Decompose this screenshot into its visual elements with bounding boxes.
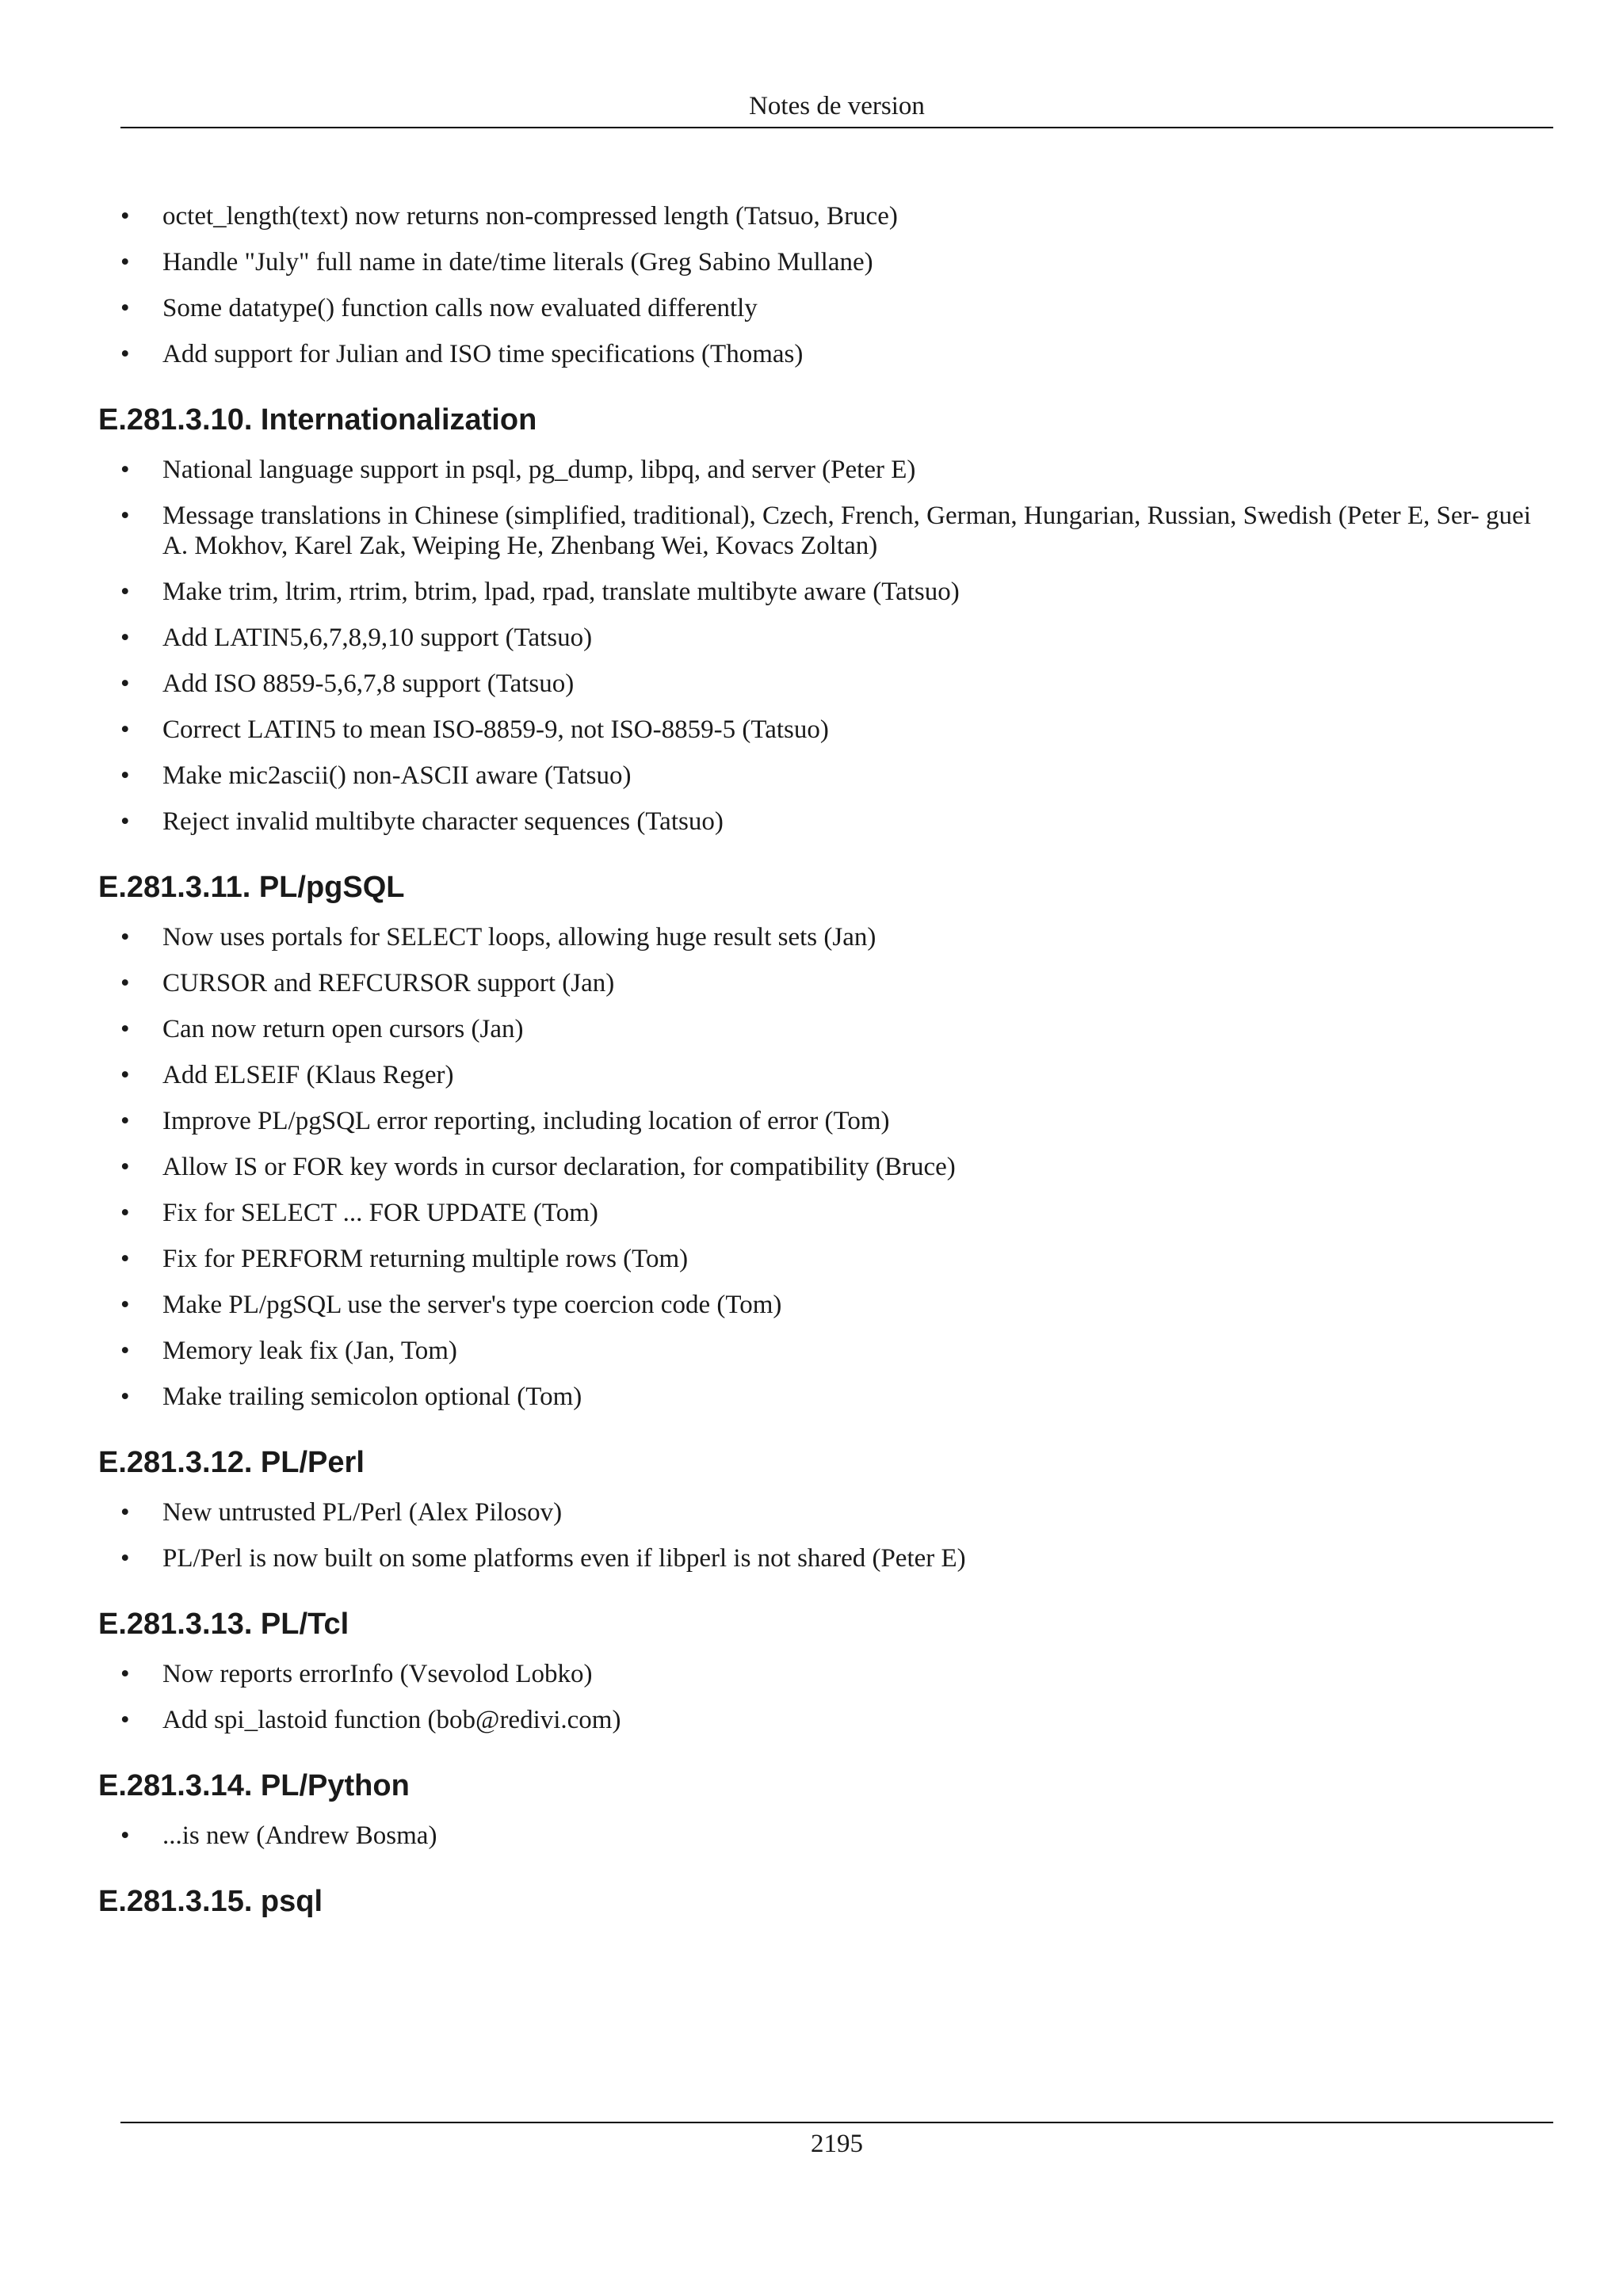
bullet-icon: • bbox=[120, 578, 130, 606]
list-item: • Make trim, ltrim, rtrim, btrim, lpad, rpad, translate multibyte aware (Tatsuo) bbox=[120, 578, 960, 606]
list-item: • Make trailing semicolon optional (Tom) bbox=[120, 1383, 582, 1411]
bullet-icon: • bbox=[120, 1821, 130, 1850]
list-item: • Reject invalid multibyte character sequences (Tatsuo) bbox=[120, 807, 724, 836]
section-title-internationalization: E.281.3.10. Internationalization bbox=[98, 403, 537, 437]
bullet-icon: • bbox=[120, 502, 130, 530]
list-item: • Can now return open cursors (Jan) bbox=[120, 1015, 524, 1043]
intro-list bbox=[98, 201, 1549, 369]
bullet-icon: • bbox=[120, 202, 130, 231]
bullet-icon: • bbox=[120, 1061, 130, 1089]
bullet-icon: • bbox=[120, 294, 130, 322]
list-item: • Allow IS or FOR key words in cursor declaration, for compatibility (Bruce) bbox=[120, 1153, 956, 1181]
list-item: • Handle "July" full name in date/time literals (Greg Sabino Mullane) bbox=[120, 248, 873, 277]
bullet-icon: • bbox=[120, 1383, 130, 1411]
list-item: • Add ELSEIF (Klaus Reger) bbox=[120, 1061, 454, 1089]
internationalization-list bbox=[98, 455, 1549, 837]
list-item: • PL/Perl is now built on some platforms even if libperl is not shared (Peter E) bbox=[120, 1544, 966, 1573]
list-item: • Now reports errorInfo (Vsevolod Lobko) bbox=[120, 1660, 593, 1688]
section-title-pltcl: E.281.3.13. PL/Tcl bbox=[98, 1608, 349, 1641]
bullet-icon: • bbox=[120, 1015, 130, 1043]
plpython-list bbox=[98, 1821, 1549, 1851]
bullet-icon: • bbox=[120, 1660, 130, 1688]
list-item: • Add support for Julian and ISO time specifications (Thomas) bbox=[120, 340, 804, 368]
bullet-icon: • bbox=[120, 969, 130, 997]
list-item: • Some datatype() function calls now evaluated differently bbox=[120, 294, 758, 322]
list-item: • CURSOR and REFCURSOR support (Jan) bbox=[120, 969, 615, 997]
bullet-icon: • bbox=[120, 1544, 130, 1573]
pltcl-list bbox=[98, 1659, 1549, 1735]
bullet-icon: • bbox=[120, 624, 130, 652]
list-item: • Make PL/pgSQL use the server's type coercion code (Tom) bbox=[120, 1291, 782, 1319]
section-title-plperl: E.281.3.12. PL/Perl bbox=[98, 1446, 365, 1479]
list-item: • ...is new (Andrew Bosma) bbox=[120, 1821, 437, 1850]
bullet-icon: • bbox=[120, 248, 130, 277]
bullet-icon: • bbox=[120, 1337, 130, 1365]
list-item: • Memory leak fix (Jan, Tom) bbox=[120, 1337, 457, 1365]
list-item: • Fix for SELECT ... FOR UPDATE (Tom) bbox=[120, 1199, 598, 1227]
list-item: • Improve PL/pgSQL error reporting, including location of error (Tom) bbox=[120, 1107, 890, 1135]
list-item: • Add ISO 8859-5,6,7,8 support (Tatsuo) bbox=[120, 669, 575, 698]
bullet-icon: • bbox=[120, 1245, 130, 1273]
list-item: • Now uses portals for SELECT loops, allowing huge result sets (Jan) bbox=[120, 923, 876, 952]
bullet-icon: • bbox=[120, 715, 130, 744]
bullet-icon: • bbox=[120, 669, 130, 698]
bullet-icon: • bbox=[120, 1706, 130, 1734]
plpgsql-list bbox=[98, 922, 1549, 1412]
plperl-list bbox=[98, 1497, 1549, 1573]
bullet-icon: • bbox=[120, 456, 130, 484]
bullet-icon: • bbox=[120, 1153, 130, 1181]
list-item: • National language support in psql, pg_dump, libpq, and server (Peter E) bbox=[120, 456, 916, 484]
bullet-icon: • bbox=[120, 1498, 130, 1527]
page-footer bbox=[120, 2122, 1553, 2161]
bullet-icon: • bbox=[120, 1291, 130, 1319]
header-title: Notes de version bbox=[749, 92, 925, 120]
section-title-plpython: E.281.3.14. PL/Python bbox=[98, 1769, 410, 1802]
list-item: • Add LATIN5,6,7,8,9,10 support (Tatsuo) bbox=[120, 624, 593, 652]
page-header bbox=[120, 89, 1553, 128]
bullet-icon: • bbox=[120, 761, 130, 790]
list-item: • Make mic2ascii() non-ASCII aware (Tatsuo) bbox=[120, 761, 632, 790]
page-number: 2195 bbox=[811, 2130, 863, 2158]
list-item: • Correct LATIN5 to mean ISO-8859-9, not ISO-8859-5 (Tatsuo) bbox=[120, 715, 829, 744]
bullet-icon: • bbox=[120, 923, 130, 952]
document-body bbox=[98, 201, 1549, 1936]
list-item: • Message translations in Chinese (simplified, traditional), Czech, French, German, Hungarian, Russian, Swedish (Peter E, Ser- guei A. Mokhov, Karel Zak, Weiping He, Zhenbang Wei, Kovacs Zoltan) bbox=[120, 502, 1531, 560]
bullet-icon: • bbox=[120, 340, 130, 368]
list-item: • Fix for PERFORM returning multiple rows (Tom) bbox=[120, 1245, 689, 1273]
bullet-icon: • bbox=[120, 1199, 130, 1227]
section-title-plpgsql: E.281.3.11. PL/pgSQL bbox=[98, 871, 405, 904]
list-item: • Add spi_lastoid function (bob@redivi.com) bbox=[120, 1706, 621, 1734]
bullet-icon: • bbox=[120, 1107, 130, 1135]
bullet-icon: • bbox=[120, 807, 130, 836]
list-item: • octet_length(text) now returns non-compressed length (Tatsuo, Bruce) bbox=[120, 202, 898, 231]
list-item: • New untrusted PL/Perl (Alex Pilosov) bbox=[120, 1498, 563, 1527]
section-title-psql: E.281.3.15. psql bbox=[98, 1885, 323, 1918]
